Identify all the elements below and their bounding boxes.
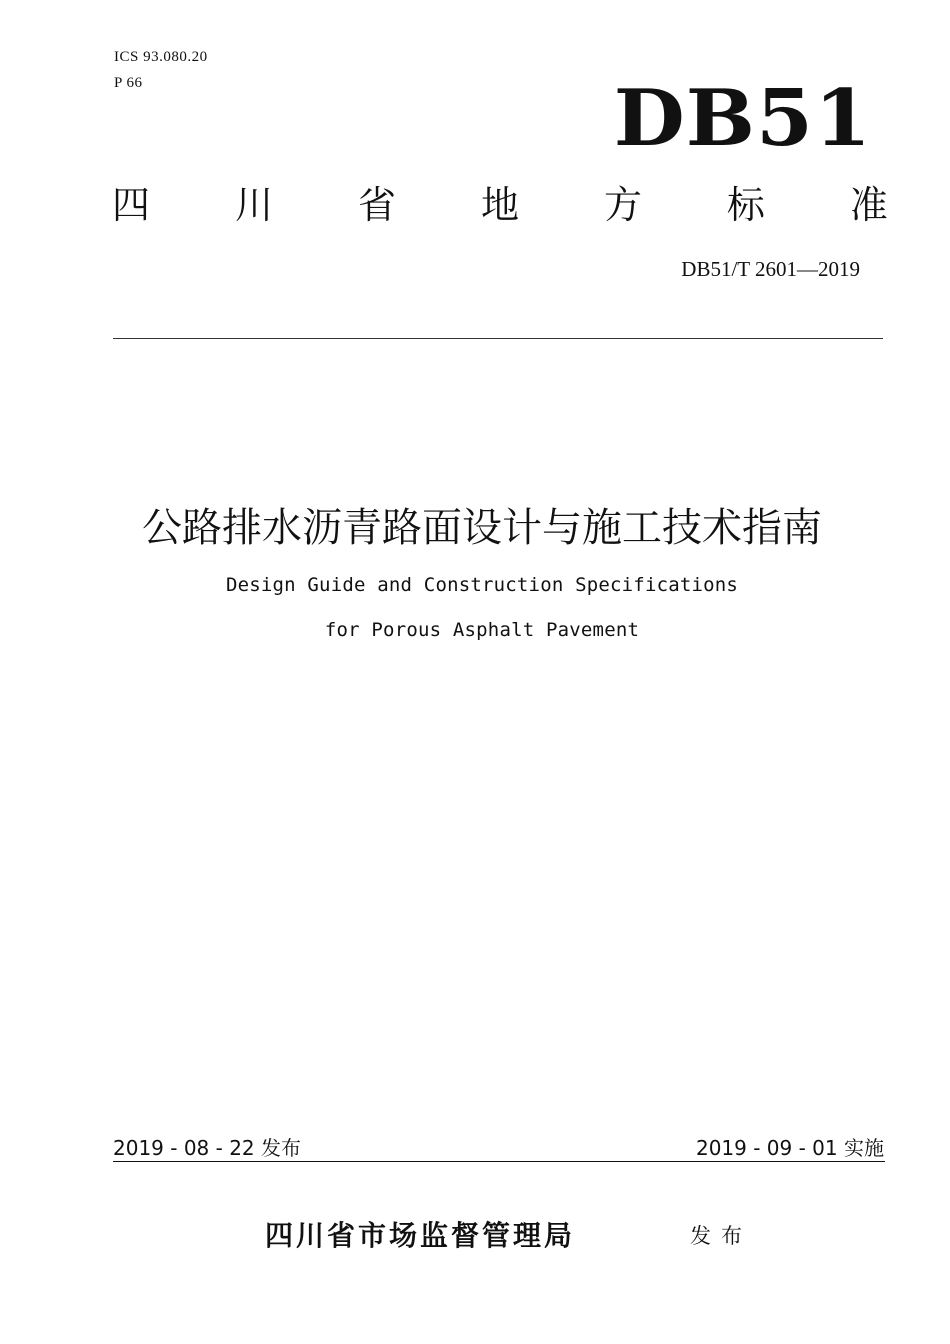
standard-type-char: 地: [480, 183, 519, 227]
standard-type-char: 准: [849, 183, 888, 227]
publish-label: 发布: [690, 1224, 752, 1248]
implementation-date: 2019 - 09 - 01 实施: [695, 1136, 884, 1160]
standard-number: DB51/T 2601—2019: [681, 257, 860, 281]
standard-type-char: 省: [357, 183, 396, 227]
standard-type-char: 四: [112, 183, 151, 227]
footer-divider: [113, 1161, 885, 1162]
document-title-english-line2: for Porous Asphalt Pavement: [324, 619, 640, 641]
ics-code: ICS 93.080.20: [114, 49, 208, 65]
standard-type-char: 标: [726, 183, 765, 227]
issue-date: 2019 - 08 - 22 发布: [113, 1136, 302, 1160]
document-title-english-line1: Design Guide and Construction Specifications: [225, 574, 739, 596]
standard-type-char: 方: [603, 183, 642, 227]
ccs-code: P 66: [114, 75, 143, 91]
standard-type-char: 川: [234, 183, 273, 227]
standard-code-logo: DB51: [613, 73, 872, 164]
standard-type-heading: [112, 183, 888, 227]
document-title-chinese: 公路排水沥青路面设计与施工技术指南: [142, 505, 822, 551]
header-divider: [113, 338, 883, 339]
publisher-name: 四川省市场监督管理局: [265, 1219, 576, 1252]
